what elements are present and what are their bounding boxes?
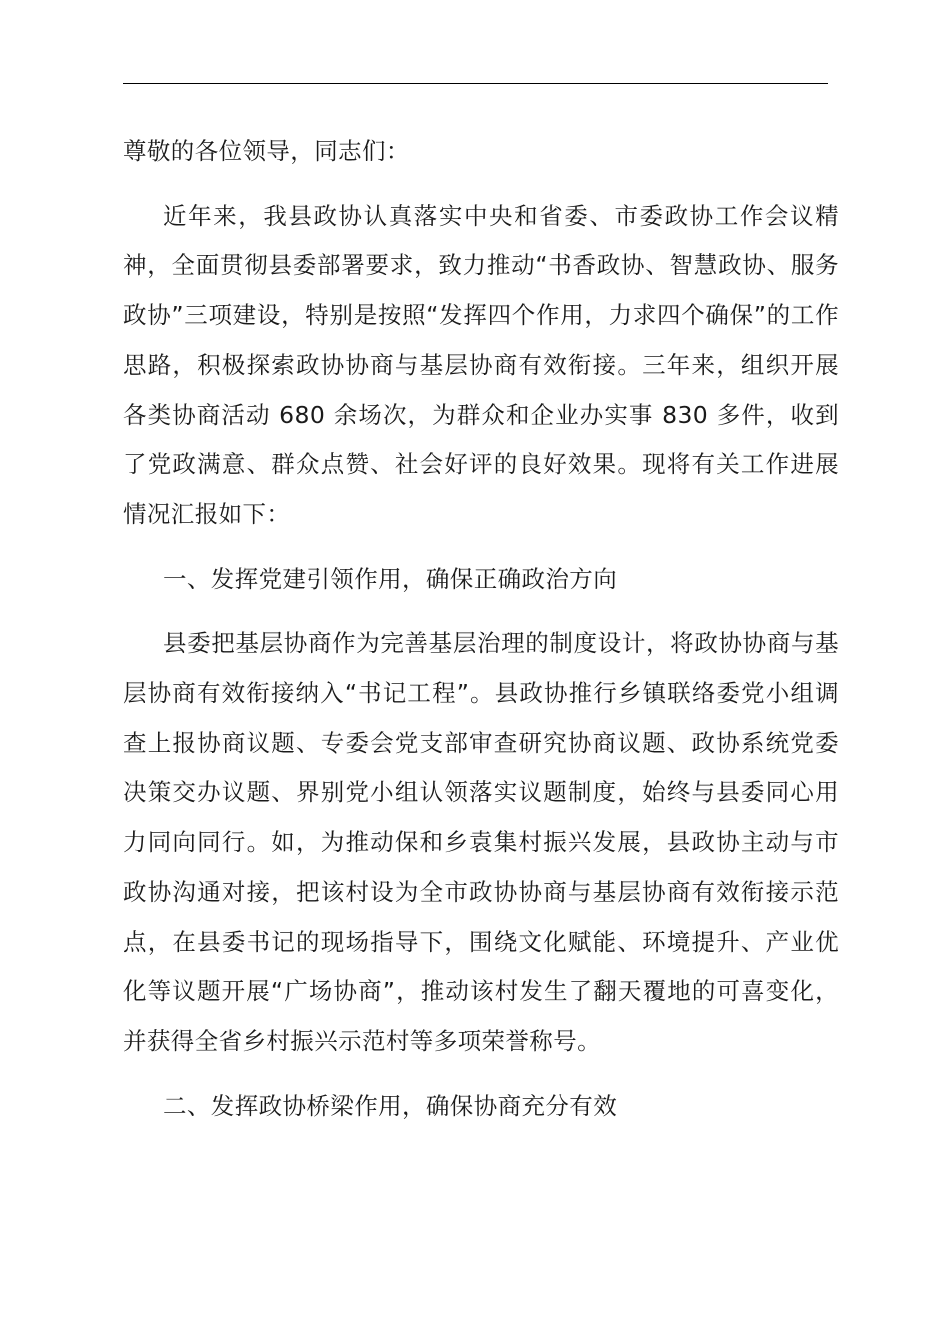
document-body [123,127,839,1146]
section-heading-1: 一、发挥党建引领作用，确保正确政治方向 [163,564,618,593]
paragraph-intro: 近年来，我县政协认真落实中央和省委、市委政协工作会议精神，全面贯彻县委部署要求，致力推动“书香政协、智慧政协、服务政协”三项建设，特别是按照“发挥四个作用，力求四个确保”的工作思路，积极探索政协协商与基层协商有效衔接。三年来，组织开展各类协商活动 680 余场次，为群众和企业办实事 830 多件，收到了党政满意、群众点赞、社会好评的良好效果。现将有关工作进展情况汇报如下： [123,201,839,528]
section-heading-2: 二、发挥政协桥梁作用，确保协商充分有效 [163,1091,618,1120]
greeting: 尊敬的各位领导，同志们： [123,137,410,165]
paragraph-section-1: 县委把基层协商作为完善基层治理的制度设计，将政协协商与基层协商有效衔接纳入“书记工程”。县政协推行乡镇联络委党小组调查上报协商议题、专委会党支部审查研究协商议题、政协系统党委决策交办议题、界别党小组认领落实议题制度，始终与县委同心用力同向同行。如，为推动保和乡袁集村振兴发展，县政协主动与市政协沟通对接，把该村设为全市政协协商与基层协商有效衔接示范点，在县委书记的现场指导下，围绕文化赋能、环境提升、产业优化等议题开展“广场协商”，推动该村发生了翻天覆地的可喜变化，并获得全省乡村振兴示范村等多项荣誉称号。 [123,629,839,1055]
header-rule [123,83,828,84]
